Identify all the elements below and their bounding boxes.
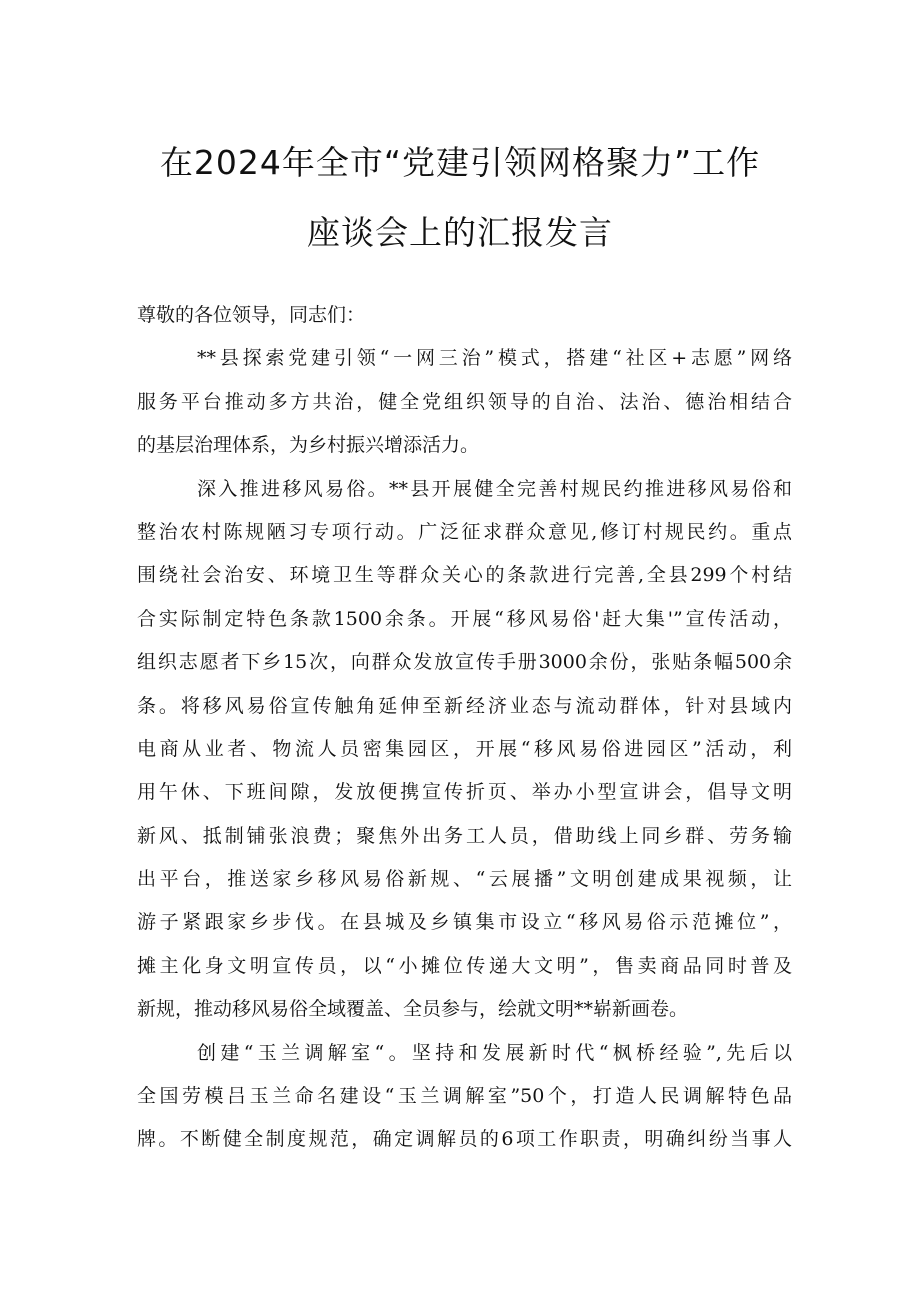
paragraph-2 [137,474,792,1038]
text-line: 摊主化身文明宣传员，以“小摊位传递大文明”，售卖商品同时普及 [137,954,792,977]
text-line: 新规，推动移风易俗全域覆盖、全员参与，绘就文明**崭新画卷。 [137,998,689,1021]
text-line: 整治农村陈规陋习专项行动。广泛征求群众意见,修订村规民约。重点 [137,520,792,543]
text-line: 牌。不断健全制度规范，确定调解员的6项工作职责，明确纠纷当事人 [137,1128,792,1151]
text-line: 电商从业者、物流人员密集园区，开展“移风易俗进园区”活动，利 [137,737,792,760]
text-line: 出平台，推送家乡移风易俗新规、“云展播”文明创建成果视频，让 [137,868,792,891]
text-line: 合实际制定特色条款1500余条。开展“移风易俗'赶大集'”宣传活动， [137,607,792,630]
text-line: 用午休、下班间隙，发放便携宣传折页、举办小型宣讲会，倡导文明 [137,781,792,804]
text-line: 全国劳模吕玉兰命名建设“玉兰调解室”50个，打造人民调解特色品 [137,1085,792,1108]
text-line: 组织志愿者下乡15次，向群众发放宣传手册3000余份，张贴条幅500余 [137,651,792,674]
text-line: 创建“玉兰调解室“。坚持和发展新时代“枫桥经验”,先后以 [197,1041,792,1064]
text-line: 深入推进移风易俗。**县开展健全完善村规民约推进移风易俗和 [197,477,792,500]
document-title-line-2: 座谈会上的汇报发言 [307,213,613,252]
document-body [137,300,792,1168]
text-line: **县探索党建引领“一网三治”模式，搭建“社区+志愿”网络 [197,347,792,370]
text-line: 新风、抵制铺张浪费；聚焦外出务工人员，借助线上同乡群、劳务输 [137,824,792,847]
text-line: 的基层治理体系，为乡村振兴增添活力。 [137,434,480,457]
text-line: 条。将移风易俗宣传触角延伸至新经济业态与流动群体，针对县域内 [137,694,792,717]
text-line: 服务平台推动多方共治，健全党组织领导的自治、法治、德治相结合 [137,390,792,413]
text-line: 围绕社会治安、环境卫生等群众关心的条款进行完善,全县299个村结 [137,564,792,587]
salutation: 尊敬的各位领导，同志们： [137,304,366,326]
document-title-line-1: 在2024年全市“党建引领网格聚力”工作 [159,143,761,182]
paragraph-3 [137,1038,792,1168]
paragraph-1 [137,343,792,473]
text-line: 游子紧跟家乡步伐。在县城及乡镇集市设立“移风易俗示范摊位”， [137,911,792,934]
